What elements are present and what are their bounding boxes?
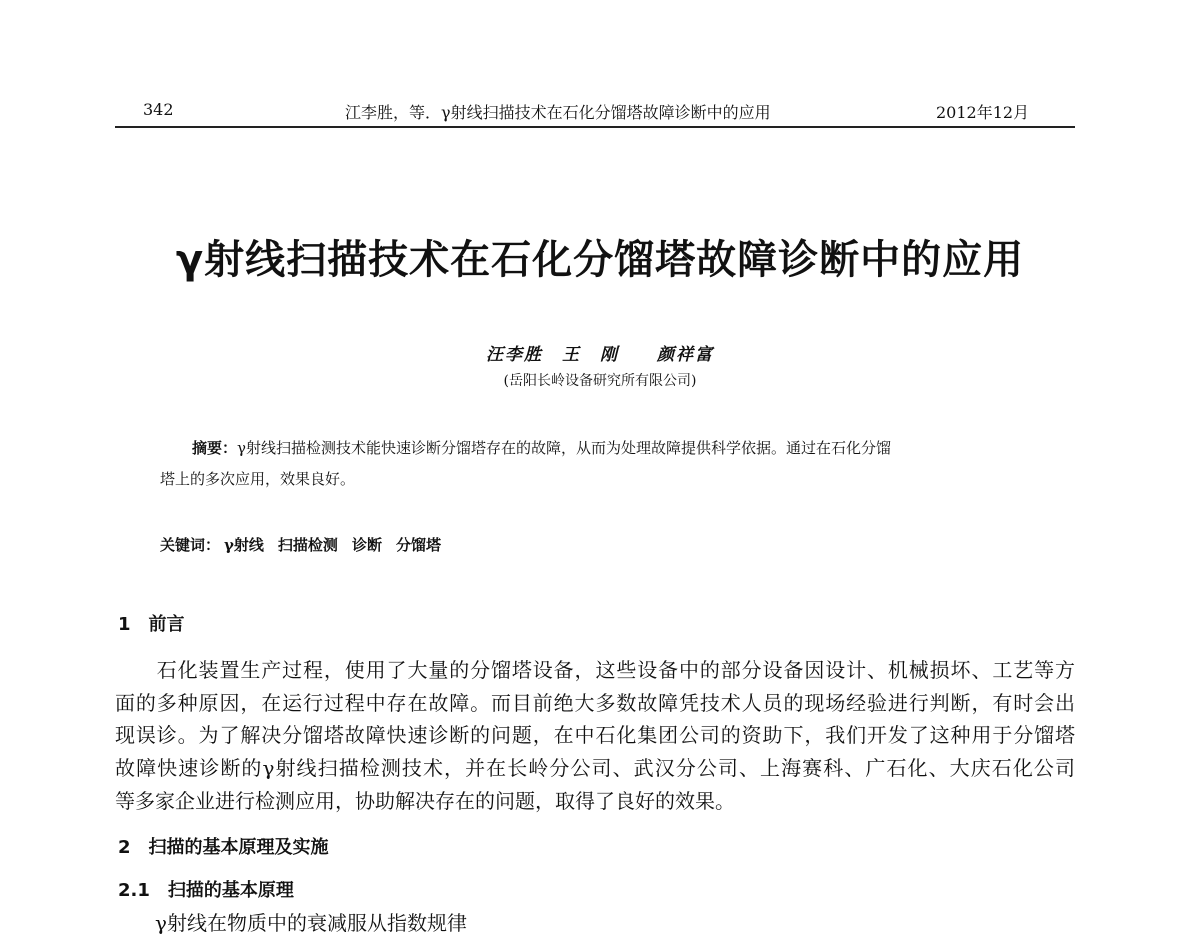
body-line: 现误诊。为了解决分馏塔故障快速诊断的问题，在中石化集团公司的资助下，我们开发了这种用于分馏塔 bbox=[115, 723, 1075, 747]
keyword: 诊断 bbox=[351, 536, 382, 554]
body-line: 面的多种原因，在运行过程中存在故障。而目前绝大多数故障凭技术人员的现场经验进行判断，有时会出 bbox=[115, 691, 1075, 715]
body-line: 石化装置生产过程，使用了大量的分馏塔设备，这些设备中的部分设备因设计、机械损坏、工艺等方 bbox=[115, 658, 1075, 682]
abstract-label: 摘要： bbox=[192, 439, 238, 457]
keyword: γ射线 bbox=[224, 536, 264, 554]
keywords bbox=[160, 534, 455, 555]
section-heading-2-1: 2.1 扫描的基本原理 bbox=[118, 880, 294, 901]
header-rule bbox=[115, 126, 1075, 128]
keyword: 扫描检测 bbox=[277, 536, 338, 554]
body-line-partial: γ射线在物质中的衰减服从指数规律 bbox=[115, 911, 467, 935]
section-heading-2: 2 扫描的基本原理及实施 bbox=[118, 837, 329, 858]
body-line: 等多家企业进行检测应用，协助解决存在的问题，取得了良好的效果。 bbox=[115, 789, 735, 813]
body-line: 故障快速诊断的γ射线扫描检测技术，并在长岭分公司、武汉分公司、上海赛科、广石化、大庆石化公司 bbox=[115, 756, 1075, 780]
running-title: 江李胜，等．γ射线扫描技术在石化分馏塔故障诊断中的应用 bbox=[345, 103, 771, 122]
issue-date: 2012年12月 bbox=[936, 103, 1030, 122]
keywords-label: 关键词： bbox=[160, 536, 221, 554]
authors: 汪李胜 王 刚 颜祥富 bbox=[486, 345, 714, 365]
paper-title: γ射线扫描技术在石化分馏塔故障诊断中的应用 bbox=[175, 237, 1025, 283]
abstract-line-1 bbox=[192, 437, 891, 458]
section-heading-1: 1 前言 bbox=[118, 614, 185, 635]
abstract-line-2: 塔上的多次应用，效果良好。 bbox=[160, 470, 356, 488]
page-number: 342 bbox=[143, 100, 174, 119]
abstract-text: γ射线扫描检测技术能快速诊断分馏塔存在的故障，从而为处理故障提供科学依据。通过在石化分馏 bbox=[237, 439, 891, 457]
keyword: 分馏塔 bbox=[395, 536, 441, 554]
affiliation: (岳阳长岭设备研究所有限公司) bbox=[503, 373, 697, 389]
